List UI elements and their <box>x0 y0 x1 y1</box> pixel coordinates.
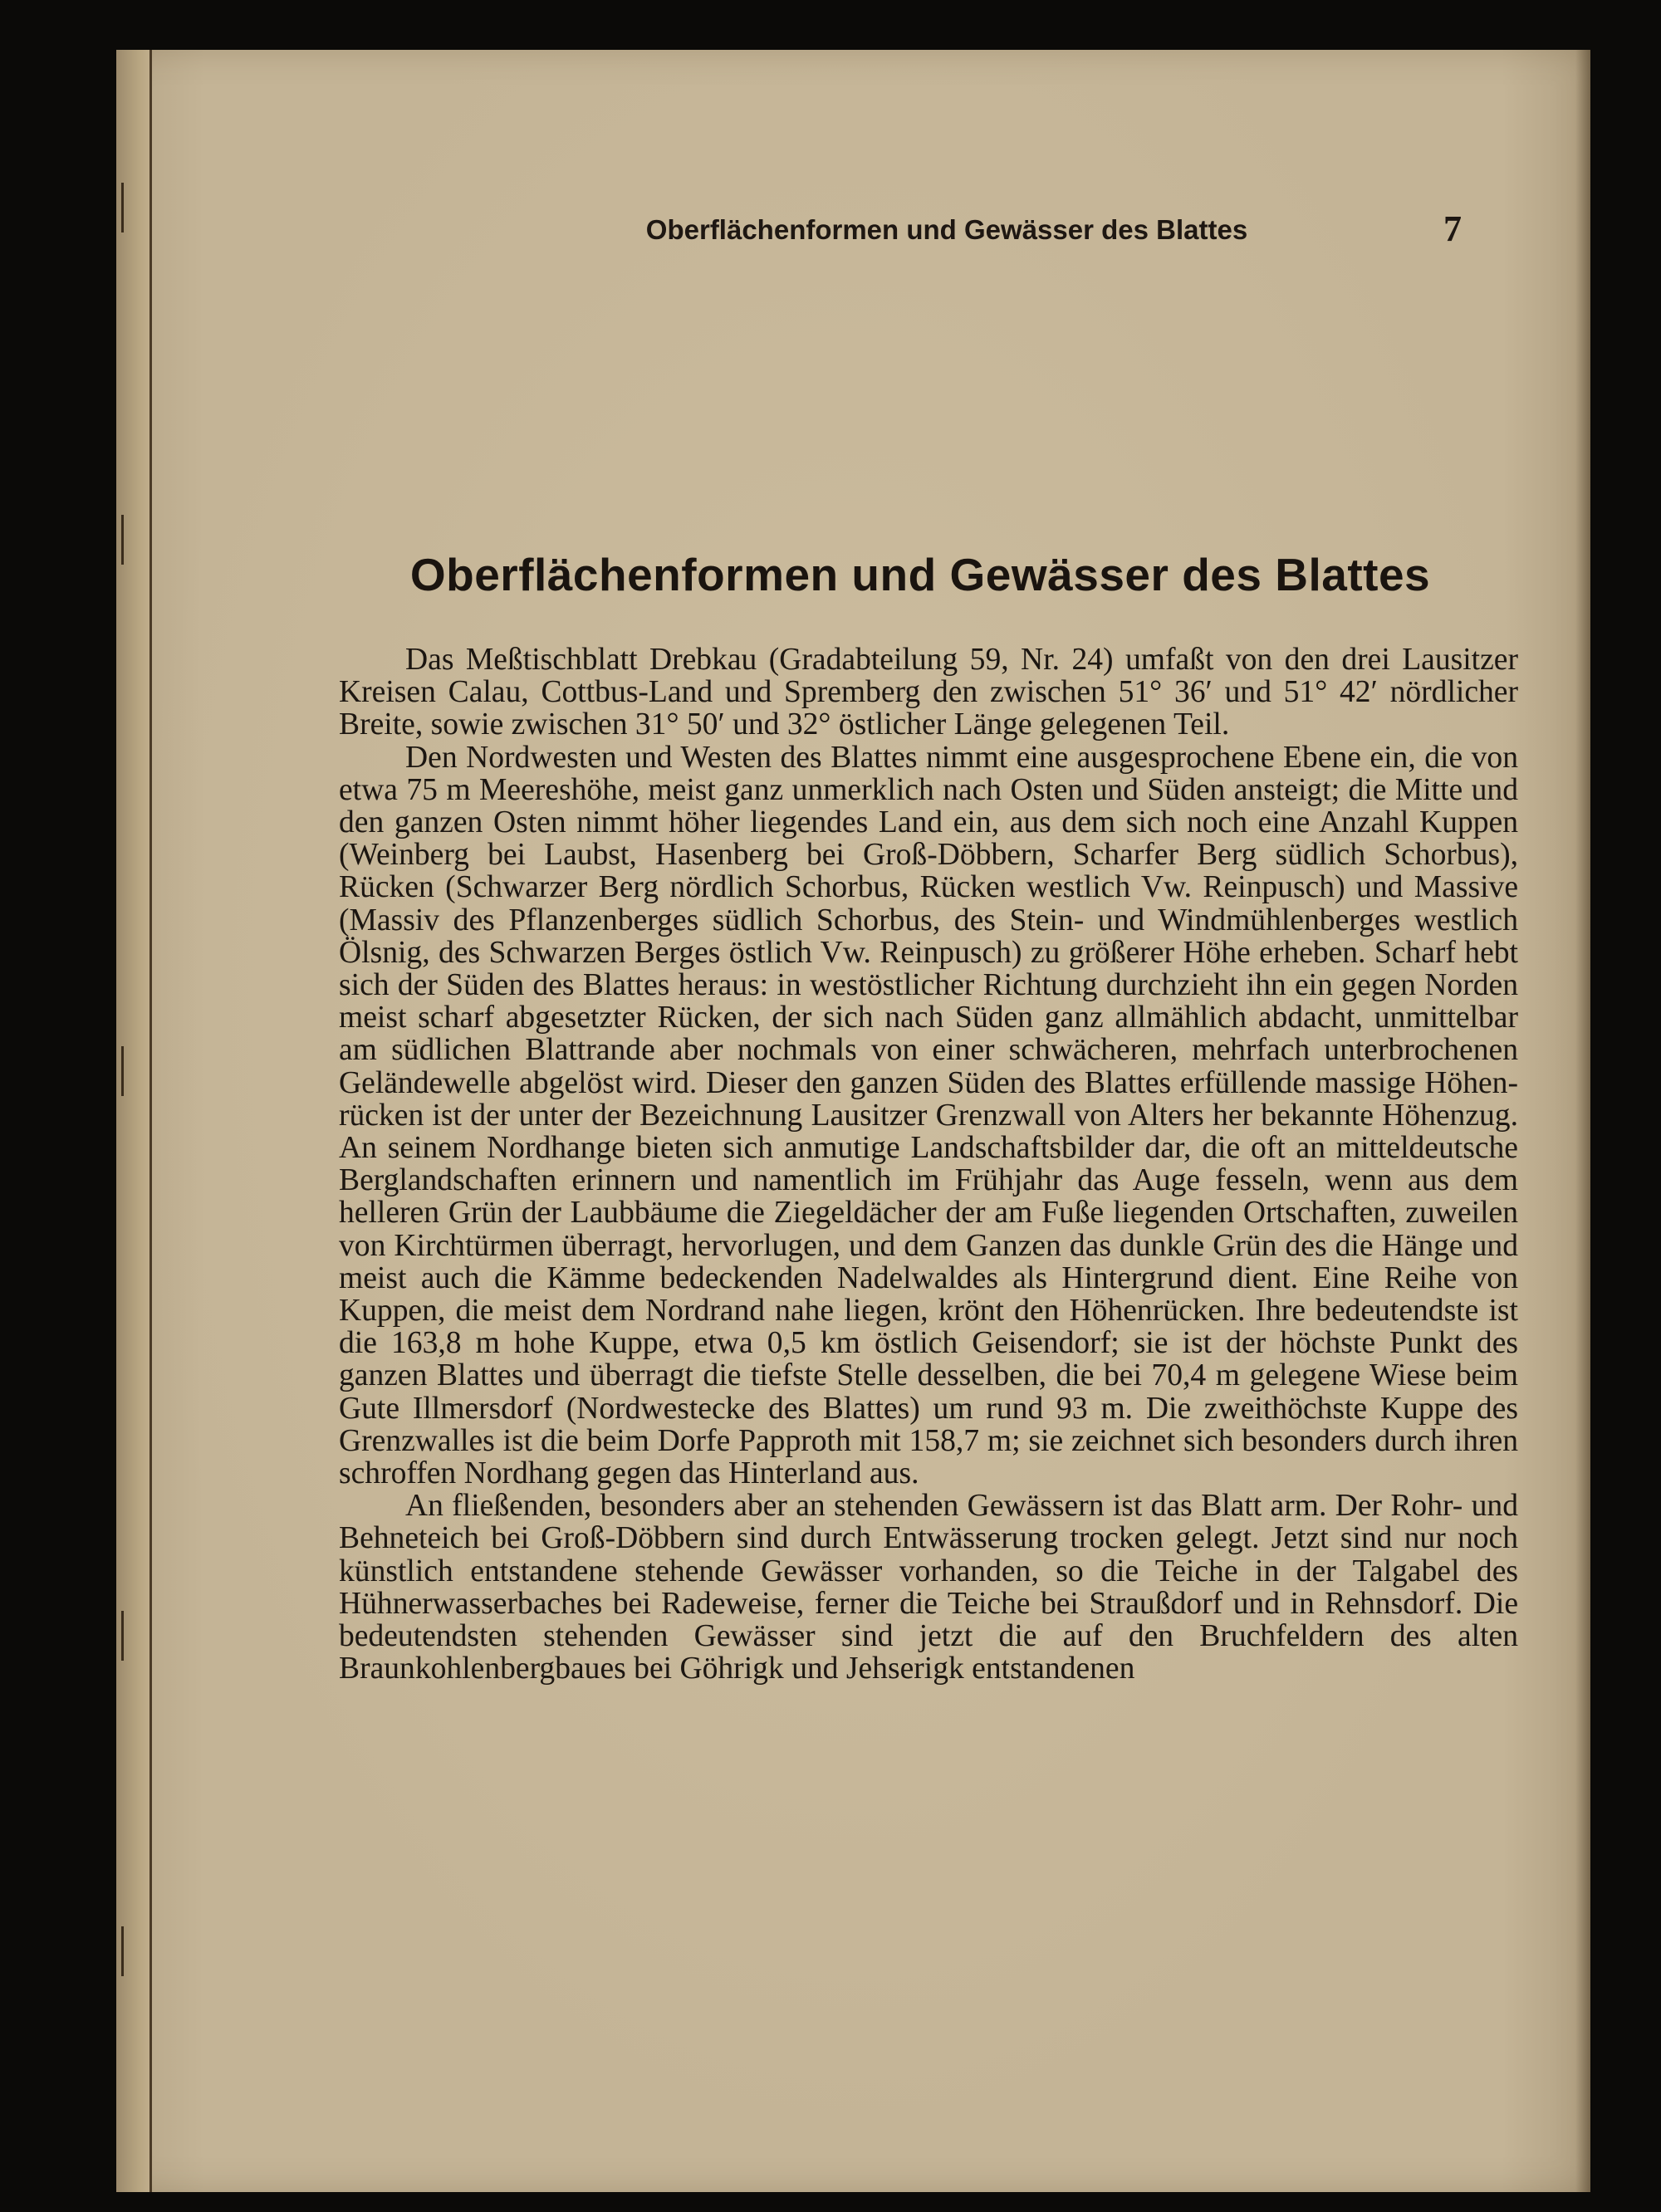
paragraph: An fließenden, besonders aber an stehenden Gewässern ist das Blatt arm. Der Rohr- und Behneteich bei Groß-Döbbern sind durch Entwässerung trocken gelegt. Jetzt sind nur noch künstlich entstandene stehende Gewässer vorhanden, so die Teiche in der Talgabel des Hühnerwasserbaches bei Radeweise, ferner die Teiche bei Straußdorf und in Rehnsdorf. Die bedeutendsten stehenden Gewässer sind jetzt die auf den Bruchfeldern des alten Braunkohlenbergbaues bei Göhrigk und Jehserigk entstandenen <box>339 1489 1518 1686</box>
page-right-edge-shadow <box>1575 50 1590 2192</box>
section-title: Oberflächenformen und Gewässer des Blattes <box>409 549 1431 600</box>
body-text <box>339 644 1518 1686</box>
paragraph: Das Meßtischblatt Drebkau (Gradabteilung 59, Nr. 24) umfaßt von den drei Lausitzer Kreisen Calau, Cottbus-Land und Spremberg den zwischen 51° 36′ und 51° 42′ nördlicher Breite, sowie zwischen 31° 50′ und 32° östlicher Länge gelegenen Teil. <box>339 643 1518 742</box>
book-page <box>116 50 1590 2192</box>
binding-stitch <box>121 1611 132 1661</box>
binding-stitch <box>121 1926 132 1976</box>
binding-stitch <box>121 183 132 232</box>
paragraph: Den Nordwesten und Westen des Blattes nimmt eine ausgesprochene Ebene ein, die von etwa 75 m Meereshöhe, meist ganz unmerklich nach Osten und Süden ansteigt; die Mitte und den ganzen Osten nimmt höher liegendes Land ein, aus dem sich noch eine Anzahl Kuppen (Weinberg bei Laubst, Hasenberg bei Groß-Döbbern, Scharfer Berg südlich Schorbus), Rücken (Schwarzer Berg nördlich Schorbus, Rücken westlich Vw. Reinpusch) und Massive (Massiv des Pflanzenberges südlich Schorbus, des Stein- und Windmühlenberges westlich Ölsnig, des Schwarzen Berges östlich Vw. Reinpusch) zu größerer Höhe erheben. Scharf hebt sich der Süden des Blattes heraus: in westöstlicher Richtung durchzieht ihn ein gegen Norden meist scharf abgesetzter Rücken, der sich nach Süden ganz allmählich abdacht, unmittelbar am südlichen Blattrande aber nochmals von einer schwächeren, mehrfach unterbrochenen Geländewelle abgelöst wird. Dieser den ganzen Süden des Blattes erfüllende massige Höhenrücken ist der unter der Bezeichnung Lausitzer Grenzwall von Alters her bekannte Höhenzug. An seinem Nordhange bieten sich anmutige Landschaftsbilder dar, die oft an mitteldeutsche Berglandschaften erinnern und namentlich im Frühjahr das Auge fesseln, wenn aus dem helleren Grün der Laubbäume die Ziegeldächer der am Fuße liegenden Ortschaften, zuweilen von Kirchtürmen überragt, hervorlugen, und dem Ganzen das dunkle Grün des die Hänge und meist auch die Kämme bedeckenden Nadelwaldes als Hintergrund dient. Eine Reihe von Kuppen, die meist dem Nordrand nahe liegen, krönt den Höhenrücken. Ihre bedeutendste ist die 163,8 m hohe Kuppe, etwa 0,5 km östlich Geisendorf; sie ist der höchste Punkt des ganzen Blattes und überragt die tiefste Stelle desselben, die bei 70,4 m gelegene Wiese beim Gute Illmersdorf (Nordwestecke des Blattes) um rund 93 m. Die zweithöchste Kuppe des Grenzwalles ist die beim Dorfe Papproth mit 158,7 m; sie zeichnet sich besonders durch ihren schroffen Nordhang gegen das Hinterland aus. <box>339 740 1518 1491</box>
page-number: 7 <box>1443 208 1462 249</box>
binding-stitch <box>121 1046 132 1096</box>
running-header <box>581 199 1495 257</box>
binding-stitch <box>121 515 132 565</box>
page-binding-edge <box>116 50 152 2192</box>
running-header-title: Oberflächenformen und Gewässer des Blattes <box>645 214 1248 245</box>
